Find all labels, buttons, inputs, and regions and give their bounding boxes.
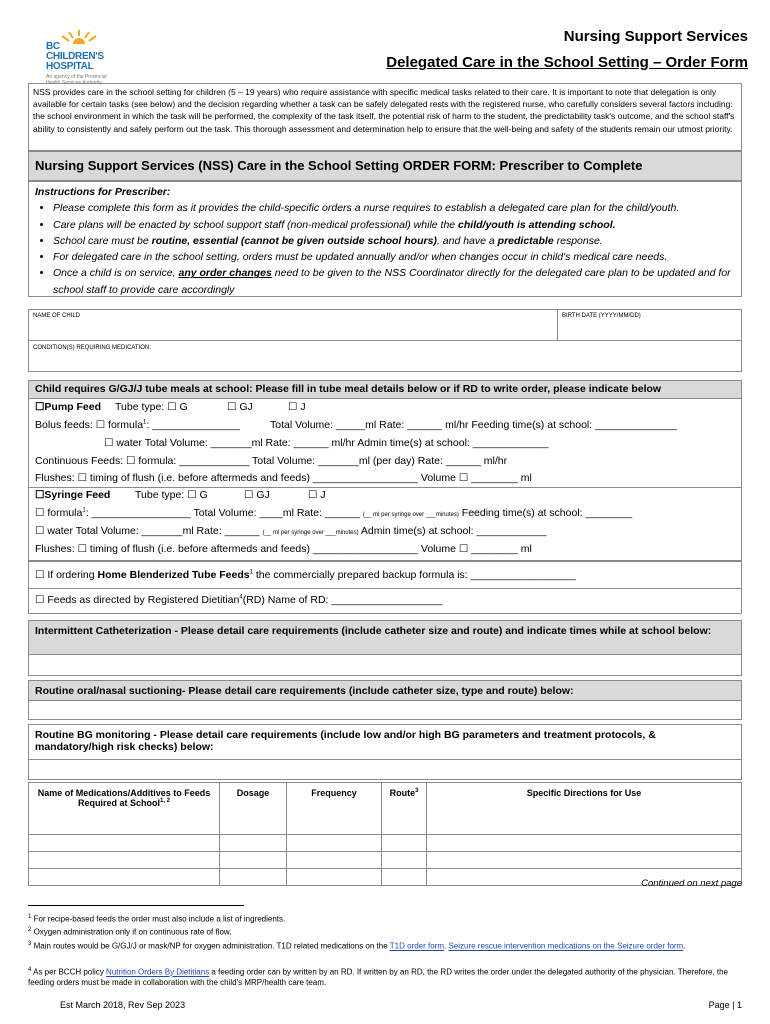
bolus-water-row[interactable]: ☐ water Total Volume: _______ml Rate: ______ ml/hr Admin time(s) at school: _____________ [104, 437, 549, 449]
t1d-order-form-link[interactable]: T1D order form [389, 941, 444, 951]
bcch-logo [44, 30, 116, 86]
col-dosage: Dosage [220, 783, 287, 835]
syringe-formula-row[interactable]: ☐ formula$^1$: _________________ Total Volume: ____ml Rate: ______ (__ ml per syringe over ___minutes) Feeding time(s) at school: ________ [35, 507, 633, 519]
section-title: Nursing Support Services (NSS) Care in the School Setting ORDER FORM: Prescriber to Complete [28, 151, 742, 181]
logo-line-1: BC [46, 41, 60, 52]
suctioning-header: Routine oral/nasal suctioning- Please detail care requirements (include catheter size, type and route) below: [28, 680, 742, 701]
seizure-order-form-link[interactable]: Seizure rescue intervention medications on the Seizure order form [448, 941, 684, 951]
syringe-water-row[interactable]: ☐ water Total Volume: _______ml Rate: ______ (__ ml per syringe over ___minutes) Admin time(s) at school: ____________ [35, 525, 547, 537]
syringe-tube-type-j[interactable]: ☐ J [308, 489, 326, 501]
conditions-field[interactable]: CONDITION(S) REQUIRING MEDICATION: [28, 340, 742, 372]
logo-line-3: HOSPITAL [46, 61, 94, 72]
footnote-2: $^2$ Oxygen administration only if on continuous rate of flow. [28, 927, 232, 937]
blenderized-feeds-checkbox[interactable]: ☐ If ordering Home Blenderized Tube Feeds$^1$ the commercially prepared backup formula is: __________________ [35, 569, 576, 581]
bolus-volume-rate[interactable]: Total Volume: _____ml Rate: ______ ml/hr Feeding time(s) at school: ______________ [270, 419, 677, 431]
intro-paragraph: NSS provides care in the school setting for children (5 – 19 years) who require assistance with specific medical tasks related to their care. It is important to note that delegation is only available for certain tasks (see below) and the decision regarding whether a task can be safely delegated rests with the registered nurse, who carefully considers several factors including: the school environment in which the task will be performed, the complexity of the task itself, the potential risk of harm to the student, the predictability task's outcome, and the school staff's ability to consistently and safely perform out the task. This thorough assessment and determination help to ensure that the well-being and safety of the students remain our utmost priority. [28, 83, 742, 151]
table-header-row [29, 783, 742, 835]
table-row[interactable] [29, 869, 742, 886]
continued-note: Continued on next page [641, 878, 742, 889]
nutrition-orders-link[interactable]: Nutrition Orders By Dietitians [106, 967, 210, 977]
logo-line-2: CHILDREN'S [46, 51, 104, 62]
col-directions: Specific Directions for Use [427, 783, 742, 835]
bg-monitoring-input[interactable] [28, 759, 742, 780]
footnote-1: $^1$ For recipe-based feeds the order must also include a list of ingredients. [28, 914, 286, 924]
logo-subtitle: An agency of the Provincial Health Services Authority [46, 74, 107, 86]
instruction-item: • Care plans will be enacted by school support staff (non-medical professional) while the child/youth is attending school. [53, 217, 735, 233]
pump-tube-type-gj[interactable]: ☐ GJ [227, 401, 253, 413]
instruction-item: • For delegated care in the school setting, orders must be updated annually and/or when changes occur in child's medical care needs. [53, 249, 735, 265]
page-title: Nursing Support Services [563, 28, 748, 45]
suctioning-input[interactable] [28, 700, 742, 720]
syringe-tube-type-g[interactable]: Tube type: ☐ G [135, 489, 208, 501]
bg-monitoring-header: Routine BG monitoring - Please detail care requirements (include low and/or high BG parameters and treatment protocols, & mandatory/high risk checks) below: [28, 724, 742, 760]
col-frequency: Frequency [287, 783, 382, 835]
tube-feed-header: Child requires G/GJ/J tube meals at school: Please fill in tube meal details below or if RD to write order, please indicate below [35, 383, 662, 395]
footer-revision: Est March 2018, Rev Sep 2023 [60, 1000, 186, 1010]
footnote-divider [28, 905, 244, 906]
continuous-feeds-row[interactable]: Continuous Feeds: ☐ formula: ____________ Total Volume: _______ml (per day) Rate: ______ ml/hr [35, 455, 508, 467]
catheterization-input[interactable] [28, 654, 742, 676]
instructions-box [28, 181, 742, 297]
pump-tube-type-j[interactable]: ☐ J [288, 401, 306, 413]
rd-feeds-checkbox[interactable]: ☐ Feeds as directed by Registered Dietitian$^4$(RD) Name of RD: ___________________ [35, 594, 443, 606]
instructions-heading: Instructions for Prescriber: [35, 186, 171, 198]
syringe-tube-type-gj[interactable]: ☐ GJ [244, 489, 270, 501]
name-of-child-field[interactable]: NAME OF CHILD [28, 309, 558, 341]
instruction-item: • Please complete this form as it provides the child-specific orders a nurse requires to establish a delegated care plan for the child/youth. [53, 200, 735, 216]
catheterization-header: Intermittent Catheterization - Please detail care requirements (include catheter size and route) and indicate times while at school below: [28, 620, 742, 655]
footer-page-number: Page | 1 [708, 1000, 742, 1010]
syringe-feed-checkbox[interactable]: ☐Syringe Feed [35, 489, 111, 501]
col-route: Route$^3$ [382, 783, 427, 835]
page-subtitle: Delegated Care in the School Setting – Order Form [386, 54, 748, 71]
syringe-flushes-row[interactable]: Flushes: ☐ timing of flush (i.e. before aftermeds and feeds) __________________ Volume ☐ ________ ml [35, 543, 532, 555]
footnote-3: $^3$ Main routes would be G/GJ/J or mask/NP for oxygen administration. T1D related medications on the T1D order form. Seizure rescue intervention medications on the Seizure order form. [28, 941, 686, 951]
pump-tube-type-g[interactable]: Tube type: ☐ G [115, 401, 188, 413]
footnote-4: $^4$ As per BCCH policy Nutrition Orders By Dietitians a feeding order can by written by an RD. If written by an RD, the RD writes the order under the delegated authority of the physician. Therefore, the feeding orders must be made in collaboration with the child's MRP/health care team. [28, 967, 728, 987]
pump-feed-checkbox[interactable]: ☐Pump Feed [35, 401, 102, 413]
sun-logo-icon [54, 30, 104, 44]
col-medications: Name of Medications/Additives to Feeds Required at School$^{1, 2}$ [29, 783, 220, 835]
table-row[interactable] [29, 852, 742, 869]
medications-table [28, 782, 742, 886]
birth-date-field[interactable]: BIRTH DATE (YYYY/MM/DD) [557, 309, 742, 341]
instruction-item: • Once a child is on service, any order changes need to be given to the NSS Coordinator directly for the delegated care plan to be updated and for school staff to provide care accordingly [53, 265, 735, 298]
bolus-feeds-row[interactable]: Bolus feeds: ☐ formula$^1$: _______________ [35, 419, 240, 431]
instruction-item: • School care must be routine, essential (cannot be given outside school hours), and have a predictable response. [53, 233, 735, 249]
table-row[interactable] [29, 835, 742, 852]
pump-flushes-row[interactable]: Flushes: ☐ timing of flush (i.e. before aftermeds and feeds) __________________ Volume ☐ ________ ml [35, 472, 532, 484]
